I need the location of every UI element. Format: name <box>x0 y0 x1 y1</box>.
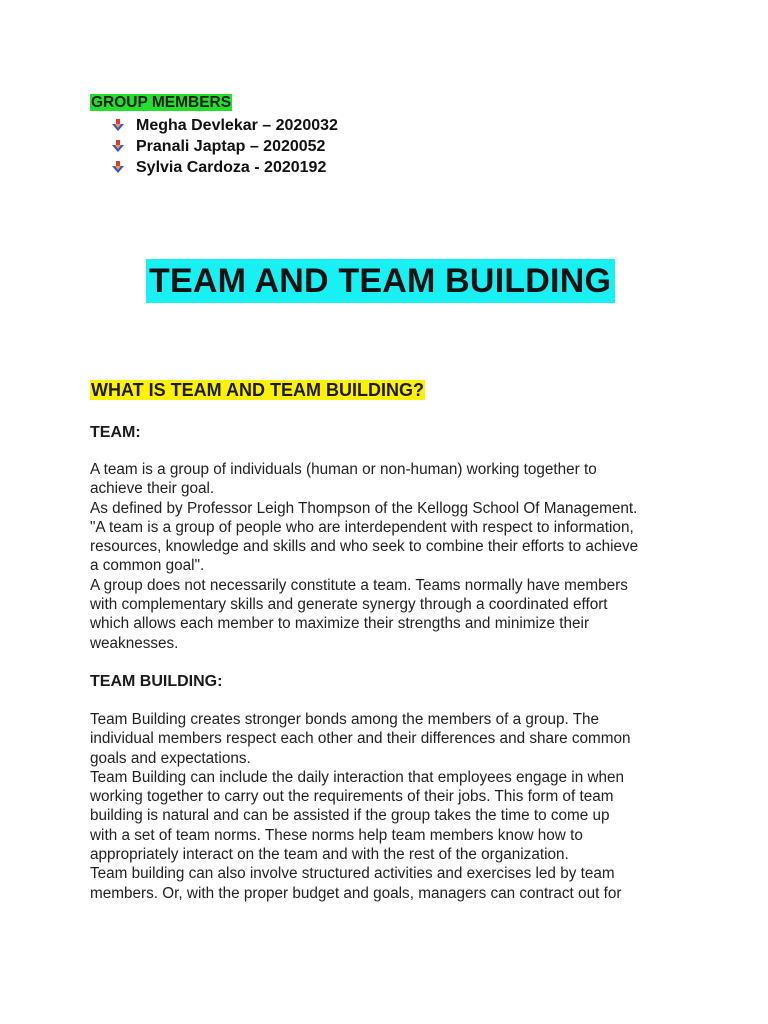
text-line: individual members respect each other and their differences and share common <box>90 730 631 748</box>
member-name: Sylvia Cardoza - 2020192 <box>136 158 327 176</box>
team-heading: TEAM: <box>90 424 141 441</box>
text-line: weaknesses. <box>90 634 179 652</box>
list-item <box>112 157 338 178</box>
text-line: members. Or, with the proper budget and goals, managers can contract out for <box>90 884 622 902</box>
group-members-heading <box>90 94 232 112</box>
member-name: Pranali Japtap – 2020052 <box>136 137 326 155</box>
group-members-list <box>112 115 338 178</box>
text-line: "A team is a group of people who are interdependent with respect to information, <box>90 518 634 536</box>
text-line: Team building can also involve structured activities and exercises led by team <box>90 865 615 883</box>
text-line: which allows each member to maximize their strengths and minimize their <box>90 615 590 633</box>
list-item <box>112 115 338 136</box>
team-building-paragraph <box>90 710 690 903</box>
text-line: working together to carry out the requirements of their jobs. This form of team <box>90 788 614 806</box>
page-title: TEAM AND TEAM BUILDING <box>146 259 615 303</box>
text-line: As defined by Professor Leigh Thompson of the Kellogg School Of Management. <box>90 499 638 517</box>
text-line: A group does not necessarily constitute a team. Teams normally have members <box>90 576 628 594</box>
arrow-down-bullet-icon <box>112 119 124 133</box>
arrow-down-bullet-icon <box>112 161 124 175</box>
group-members-highlight: GROUP MEMBERS <box>91 94 232 111</box>
text-line: Team Building creates stronger bonds among the members of a group. The <box>90 711 600 728</box>
team-building-heading: TEAM BUILDING: <box>90 673 223 690</box>
section-title <box>90 379 425 401</box>
list-item <box>112 136 338 157</box>
text-line: with complementary skills and generate synergy through a coordinated effort <box>90 596 608 614</box>
team-paragraph <box>90 460 690 653</box>
text-line: with a set of team norms. These norms help team members know how to <box>90 826 583 844</box>
text-line: building is natural and can be assisted if the group takes the time to come up <box>90 807 610 825</box>
text-line: appropriately interact on the team and with the rest of the organization. <box>90 846 569 864</box>
text-line: resources, knowledge and skills and who seek to combine their efforts to achieve <box>90 538 639 556</box>
arrow-down-bullet-icon <box>112 140 124 154</box>
text-line: A team is a group of individuals (human or non-human) working together to <box>90 461 597 478</box>
member-name: Megha Devlekar – 2020032 <box>136 116 338 134</box>
text-line: Team Building can include the daily interaction that employees engage in when <box>90 768 625 786</box>
section-title-highlight: WHAT IS TEAM AND TEAM BUILDING? <box>91 380 424 400</box>
text-line: a common goal". <box>90 557 205 575</box>
text-line: achieve their goal. <box>90 480 215 498</box>
text-line: goals and expectations. <box>90 749 251 767</box>
